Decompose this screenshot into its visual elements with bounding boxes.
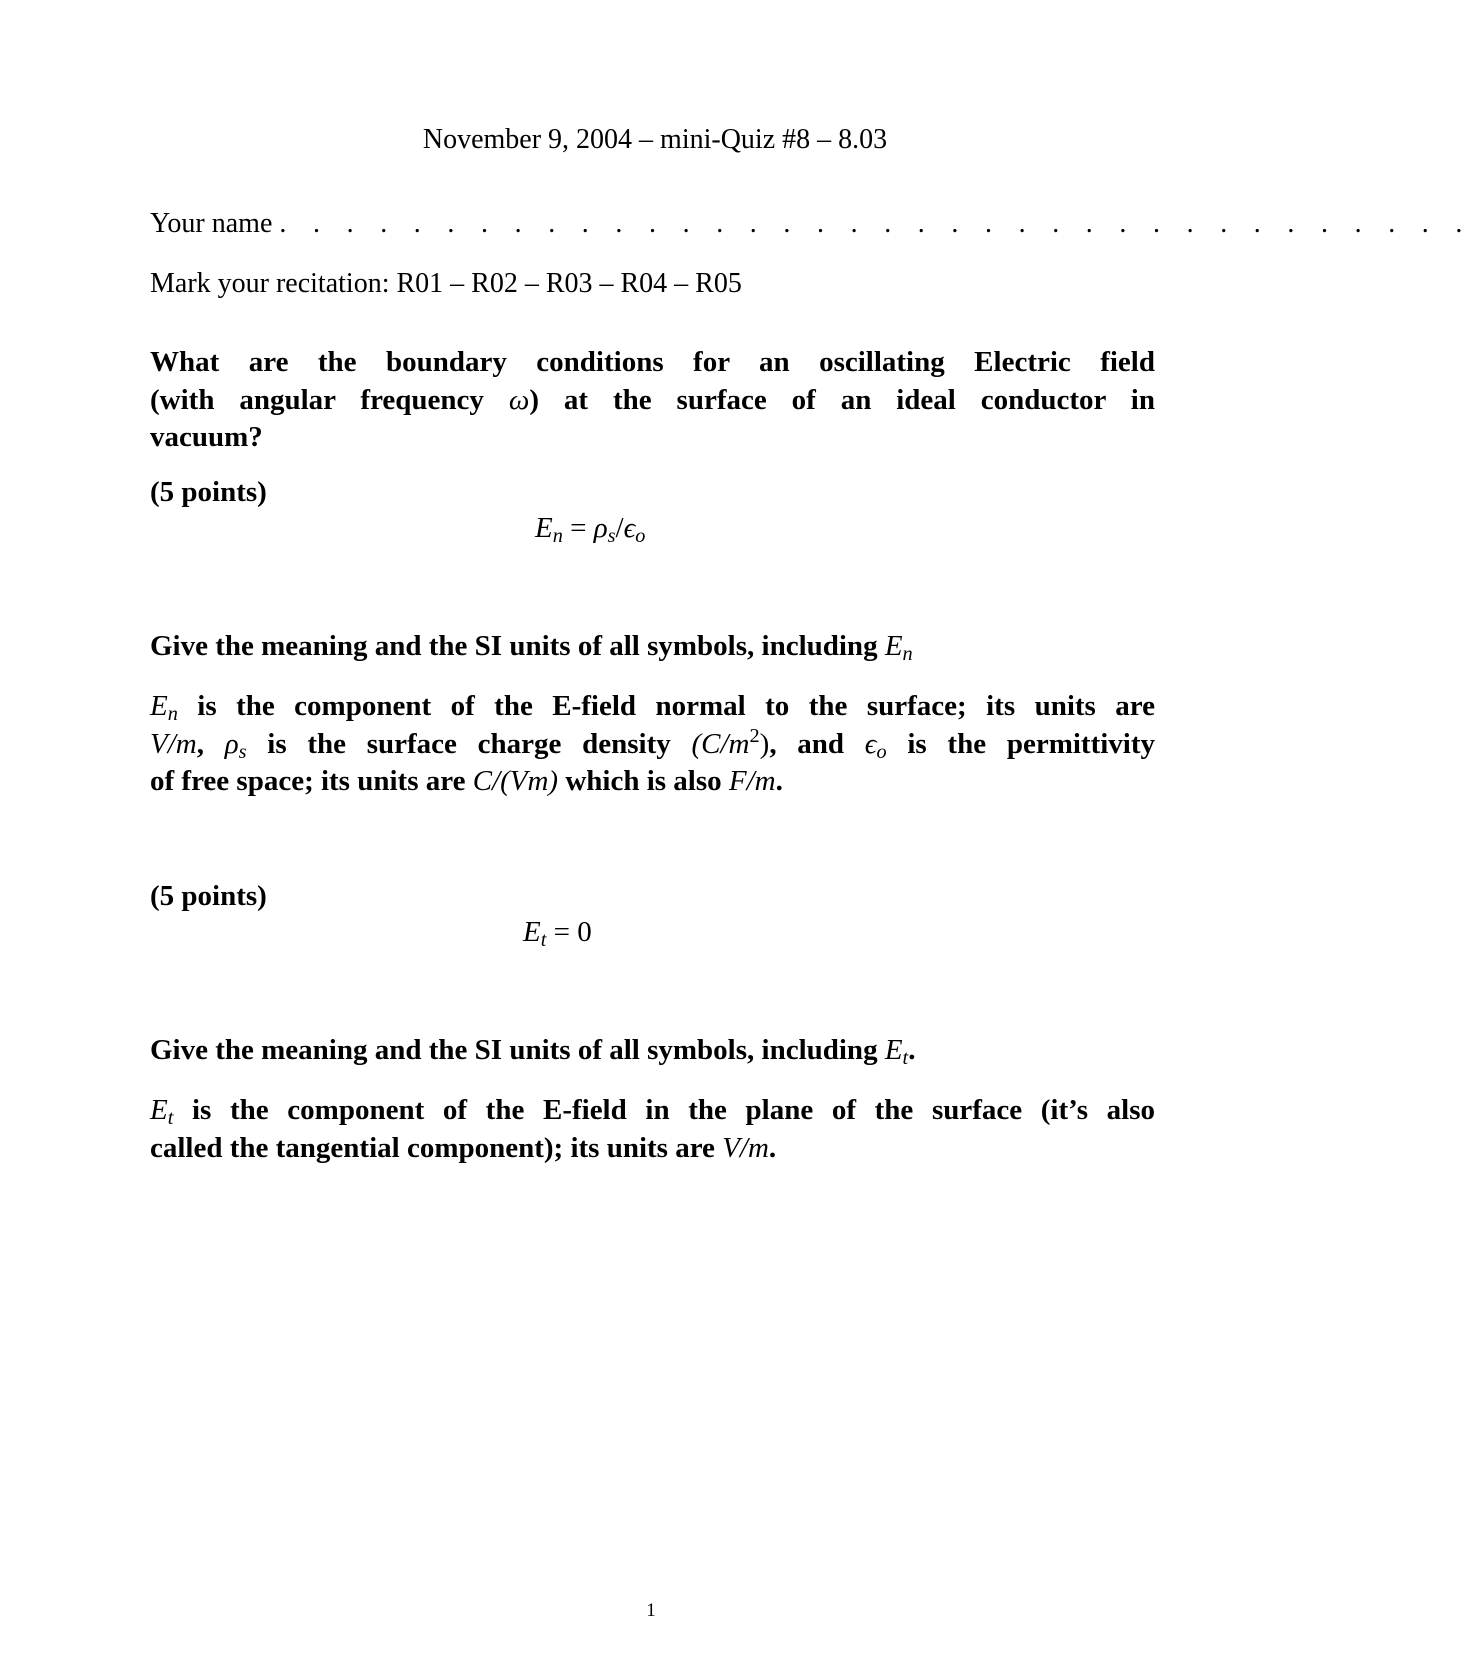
page-title: November 9, 2004 – mini-Quiz #8 – 8.03 xyxy=(422,124,888,155)
part1-answer xyxy=(150,688,1155,801)
question-line-3: vacuum? xyxy=(150,421,263,453)
part2-points: (5 points) xyxy=(150,880,267,912)
page-number: 1 xyxy=(646,1600,656,1621)
part2-answer-line-2: called the tangential component); its units are V/m. xyxy=(150,1131,777,1164)
question-text xyxy=(150,344,1155,457)
part1-answer-line-3: of free space; its units are C/(Vm) which is also F/m. xyxy=(150,765,783,797)
name-field xyxy=(150,208,1472,240)
part1-equation: $E_n = \rho_s/\epsilon_o$ xyxy=(535,512,646,548)
part1-answer-line-2: V/m, $\rho_s$ is the surface charge density $(C/m^2)$, and $\epsilon_o$ is the permittivity xyxy=(150,724,1155,763)
question-line-1: What are the boundary conditions for an oscillating Electric field xyxy=(150,346,1155,378)
part2-equation: $E_t = 0$ xyxy=(523,916,592,952)
part1-prompt: Give the meaning and the SI units of all symbols, including $E_n$ xyxy=(150,630,913,666)
recitation-line: Mark your recitation: R01 – R02 – R03 – R04 – R05 xyxy=(150,268,742,299)
name-blank-dots: . . . . . . . . . . . . . . . . . . . . . . . . . . . . . . . . . . . . xyxy=(279,208,1472,239)
part1-answer-line-1: $E_n$ is the component of the E-field normal to the surface; its units are xyxy=(150,690,1155,726)
omega-symbol: ω xyxy=(508,383,530,416)
part1-points: (5 points) xyxy=(150,476,267,508)
name-label: Your name xyxy=(150,208,273,239)
part2-answer xyxy=(150,1092,1155,1167)
part2-answer-line-1: $E_t$ is the component of the E-field in the plane of the surface (it’s also xyxy=(150,1094,1155,1130)
part2-prompt: Give the meaning and the SI units of all symbols, including $E_t$. xyxy=(150,1034,916,1070)
question-line-2: (with angular frequency ω) at the surface of an ideal conductor in xyxy=(150,383,1155,416)
